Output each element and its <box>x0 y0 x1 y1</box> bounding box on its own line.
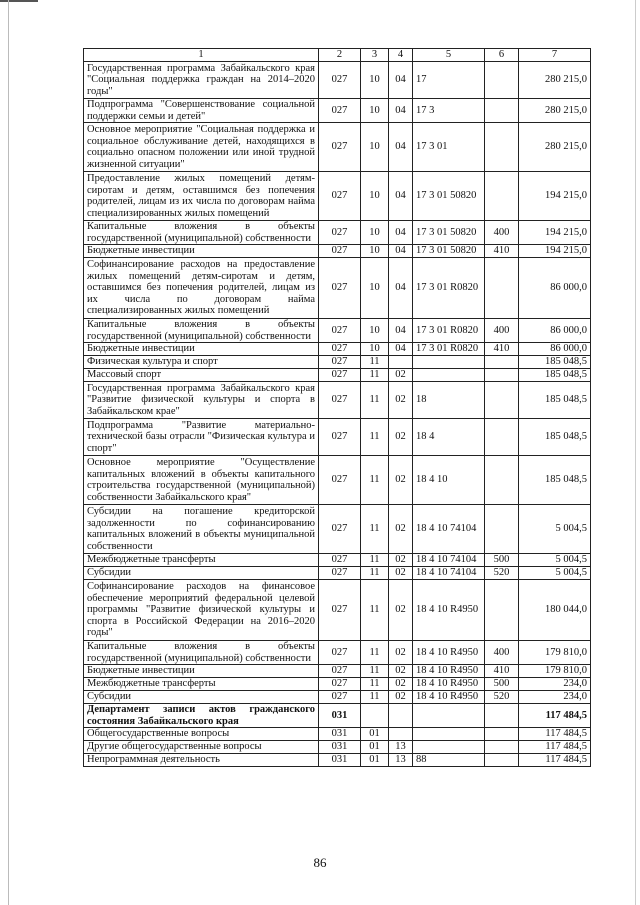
cell-section: 01 <box>361 754 389 767</box>
cell-name: Департамент записи актов гражданского состояния Забайкальского края <box>84 704 319 728</box>
cell-expense-type <box>485 62 519 99</box>
header-cell-4: 4 <box>389 49 413 62</box>
cell-name: Бюджетные инвестиции <box>84 343 319 356</box>
cell-expense-type <box>485 704 519 728</box>
cell-name: Капитальные вложения в объекты государственной (муниципальной) собственности <box>84 221 319 245</box>
cell-section: 11 <box>361 356 389 369</box>
cell-expense-type: 400 <box>485 221 519 245</box>
cell-name: Субсидии <box>84 567 319 580</box>
cell-grbs: 027 <box>319 641 361 665</box>
cell-subsection <box>389 704 413 728</box>
cell-grbs: 027 <box>319 678 361 691</box>
cell-amount: 180 044,0 <box>519 580 591 641</box>
cell-amount: 117 484,5 <box>519 704 591 728</box>
cell-grbs: 027 <box>319 554 361 567</box>
table-row <box>84 456 591 505</box>
cell-grbs: 027 <box>319 258 361 319</box>
cell-grbs: 027 <box>319 665 361 678</box>
cell-amount: 185 048,5 <box>519 369 591 382</box>
cell-grbs: 027 <box>319 419 361 456</box>
cell-expense-type <box>485 172 519 221</box>
cell-amount: 117 484,5 <box>519 754 591 767</box>
table-row <box>84 754 591 767</box>
cell-subsection <box>389 728 413 741</box>
header-cell-6: 6 <box>485 49 519 62</box>
cell-subsection: 02 <box>389 678 413 691</box>
cell-section: 11 <box>361 456 389 505</box>
cell-section: 10 <box>361 245 389 258</box>
cell-target-article: 17 3 <box>413 99 485 123</box>
cell-grbs: 027 <box>319 221 361 245</box>
table-row <box>84 99 591 123</box>
cell-section <box>361 704 389 728</box>
table-row <box>84 505 591 554</box>
cell-section: 10 <box>361 343 389 356</box>
cell-grbs: 027 <box>319 62 361 99</box>
cell-amount: 185 048,5 <box>519 419 591 456</box>
cell-subsection: 02 <box>389 554 413 567</box>
cell-name: Подпрограмма "Совершенствование социальной поддержки семьи и детей" <box>84 99 319 123</box>
cell-amount: 280 215,0 <box>519 62 591 99</box>
table-row <box>84 665 591 678</box>
cell-subsection: 02 <box>389 580 413 641</box>
cell-amount: 185 048,5 <box>519 382 591 419</box>
table-row <box>84 554 591 567</box>
cell-grbs: 031 <box>319 704 361 728</box>
table-row <box>84 62 591 99</box>
cell-name: Бюджетные инвестиции <box>84 665 319 678</box>
cell-target-article: 18 4 10 R4950 <box>413 678 485 691</box>
cell-subsection: 02 <box>389 456 413 505</box>
cell-expense-type <box>485 258 519 319</box>
cell-grbs: 027 <box>319 172 361 221</box>
cell-target-article <box>413 741 485 754</box>
cell-target-article: 18 4 10 R4950 <box>413 641 485 665</box>
header-cell-1: 1 <box>84 49 319 62</box>
cell-name: Государственная программа Забайкальского края "Развитие физической культуры и спорта в Забайкальском крае" <box>84 382 319 419</box>
table-row <box>84 172 591 221</box>
cell-expense-type <box>485 580 519 641</box>
cell-subsection: 02 <box>389 382 413 419</box>
cell-subsection: 02 <box>389 369 413 382</box>
cell-grbs: 027 <box>319 369 361 382</box>
cell-section: 11 <box>361 554 389 567</box>
cell-grbs: 027 <box>319 505 361 554</box>
cell-section: 11 <box>361 678 389 691</box>
cell-grbs: 027 <box>319 382 361 419</box>
cell-name: Государственная программа Забайкальского края "Социальная поддержка граждан на 2014–2020 годы" <box>84 62 319 99</box>
header-cell-7: 7 <box>519 49 591 62</box>
cell-name: Физическая культура и спорт <box>84 356 319 369</box>
cell-expense-type: 410 <box>485 245 519 258</box>
cell-expense-type: 400 <box>485 641 519 665</box>
cell-section: 10 <box>361 99 389 123</box>
cell-name: Основное мероприятие "Осуществление капитальных вложений в объекты капитального строительства государственной (муниципальной) собственности Забайкальского края" <box>84 456 319 505</box>
cell-expense-type: 520 <box>485 691 519 704</box>
header-cell-5: 5 <box>413 49 485 62</box>
header-cell-3: 3 <box>361 49 389 62</box>
cell-section: 10 <box>361 62 389 99</box>
cell-expense-type <box>485 419 519 456</box>
table-row <box>84 567 591 580</box>
cell-name: Капитальные вложения в объекты государственной (муниципальной) собственности <box>84 319 319 343</box>
cell-amount: 179 810,0 <box>519 641 591 665</box>
cell-name: Межбюджетные трансферты <box>84 554 319 567</box>
cell-amount: 234,0 <box>519 678 591 691</box>
cell-subsection: 13 <box>389 754 413 767</box>
table-row <box>84 741 591 754</box>
cell-section: 10 <box>361 123 389 172</box>
cell-expense-type <box>485 741 519 754</box>
cell-target-article: 17 3 01 50820 <box>413 221 485 245</box>
cell-amount: 86 000,0 <box>519 258 591 319</box>
cell-subsection: 04 <box>389 319 413 343</box>
table-row <box>84 419 591 456</box>
cell-section: 01 <box>361 741 389 754</box>
cell-target-article: 17 3 01 50820 <box>413 245 485 258</box>
table-row <box>84 245 591 258</box>
cell-expense-type: 520 <box>485 567 519 580</box>
cell-name: Массовый спорт <box>84 369 319 382</box>
cell-section: 11 <box>361 691 389 704</box>
cell-target-article: 88 <box>413 754 485 767</box>
cell-grbs: 027 <box>319 580 361 641</box>
table-row <box>84 221 591 245</box>
cell-section: 01 <box>361 728 389 741</box>
cell-expense-type <box>485 754 519 767</box>
table-row <box>84 258 591 319</box>
cell-name: Субсидии на погашение кредиторской задолженности по софинансированию капитальных вложений в объекты муниципальной собственности <box>84 505 319 554</box>
table-row <box>84 123 591 172</box>
table-row <box>84 728 591 741</box>
cell-expense-type: 400 <box>485 319 519 343</box>
cell-target-article: 17 3 01 R0820 <box>413 319 485 343</box>
cell-target-article: 17 <box>413 62 485 99</box>
cell-subsection: 04 <box>389 99 413 123</box>
cell-amount: 179 810,0 <box>519 665 591 678</box>
cell-subsection: 04 <box>389 62 413 99</box>
cell-subsection: 04 <box>389 343 413 356</box>
cell-amount: 86 000,0 <box>519 343 591 356</box>
cell-expense-type <box>485 356 519 369</box>
cell-section: 11 <box>361 382 389 419</box>
cell-target-article <box>413 369 485 382</box>
cell-amount: 185 048,5 <box>519 356 591 369</box>
cell-subsection: 04 <box>389 245 413 258</box>
cell-name: Другие общегосударственные вопросы <box>84 741 319 754</box>
cell-target-article <box>413 704 485 728</box>
cell-expense-type <box>485 99 519 123</box>
cell-target-article <box>413 356 485 369</box>
cell-amount: 234,0 <box>519 691 591 704</box>
cell-subsection: 04 <box>389 258 413 319</box>
cell-target-article: 18 4 10 R4950 <box>413 691 485 704</box>
cell-name: Капитальные вложения в объекты государственной (муниципальной) собственности <box>84 641 319 665</box>
cell-target-article: 18 4 10 74104 <box>413 505 485 554</box>
cell-expense-type <box>485 728 519 741</box>
cell-grbs: 027 <box>319 245 361 258</box>
cell-target-article: 18 4 10 <box>413 456 485 505</box>
cell-expense-type: 410 <box>485 343 519 356</box>
table-row <box>84 343 591 356</box>
table-row <box>84 319 591 343</box>
table-row <box>84 641 591 665</box>
cell-name: Общегосударственные вопросы <box>84 728 319 741</box>
cell-name: Бюджетные инвестиции <box>84 245 319 258</box>
cell-target-article: 17 3 01 50820 <box>413 172 485 221</box>
cell-section: 10 <box>361 172 389 221</box>
cell-expense-type <box>485 369 519 382</box>
cell-amount: 280 215,0 <box>519 123 591 172</box>
cell-grbs: 027 <box>319 356 361 369</box>
cell-amount: 5 004,5 <box>519 505 591 554</box>
cell-amount: 194 215,0 <box>519 221 591 245</box>
cell-section: 10 <box>361 221 389 245</box>
header-cell-2: 2 <box>319 49 361 62</box>
table-row <box>84 356 591 369</box>
cell-grbs: 031 <box>319 741 361 754</box>
cell-subsection: 02 <box>389 665 413 678</box>
cell-expense-type: 500 <box>485 678 519 691</box>
cell-target-article: 18 4 10 R4950 <box>413 665 485 678</box>
cell-amount: 5 004,5 <box>519 567 591 580</box>
cell-amount: 194 215,0 <box>519 245 591 258</box>
cell-section: 11 <box>361 505 389 554</box>
cell-target-article: 17 3 01 R0820 <box>413 258 485 319</box>
cell-subsection: 04 <box>389 221 413 245</box>
cell-section: 11 <box>361 567 389 580</box>
table-row <box>84 704 591 728</box>
cell-target-article: 17 3 01 <box>413 123 485 172</box>
table-row <box>84 369 591 382</box>
table-row <box>84 678 591 691</box>
cell-grbs: 031 <box>319 728 361 741</box>
cell-expense-type <box>485 123 519 172</box>
cell-name: Предоставление жилых помещений детям-сиротам и детям, оставшимся без попечения родителей, лицам из их числа по договорам найма специализированных жилых помещений <box>84 172 319 221</box>
cell-subsection <box>389 356 413 369</box>
cell-name: Межбюджетные трансферты <box>84 678 319 691</box>
cell-amount: 5 004,5 <box>519 554 591 567</box>
table-header-row <box>84 49 591 62</box>
cell-expense-type <box>485 505 519 554</box>
cell-amount: 117 484,5 <box>519 728 591 741</box>
cell-subsection: 04 <box>389 123 413 172</box>
cell-subsection: 02 <box>389 505 413 554</box>
cell-subsection: 13 <box>389 741 413 754</box>
page-edge-left <box>8 0 9 905</box>
cell-grbs: 027 <box>319 343 361 356</box>
cell-grbs: 027 <box>319 123 361 172</box>
cell-expense-type: 500 <box>485 554 519 567</box>
cell-subsection: 02 <box>389 691 413 704</box>
cell-expense-type <box>485 456 519 505</box>
cell-grbs: 027 <box>319 456 361 505</box>
cell-name: Основное мероприятие "Социальная поддержка и социальное обслуживание детей, находящихся в социально опасном положении или иной трудной жизненной ситуации" <box>84 123 319 172</box>
cell-grbs: 031 <box>319 754 361 767</box>
cell-subsection: 04 <box>389 172 413 221</box>
cell-subsection: 02 <box>389 419 413 456</box>
cell-subsection: 02 <box>389 567 413 580</box>
cell-section: 11 <box>361 641 389 665</box>
table-row <box>84 580 591 641</box>
cell-grbs: 027 <box>319 319 361 343</box>
cell-name: Софинансирование расходов на финансовое обеспечение мероприятий федеральной целевой программы "Развитие физической культуры и спорта в Российской Федерации на 2016–2020 годы" <box>84 580 319 641</box>
cell-amount: 117 484,5 <box>519 741 591 754</box>
cell-section: 10 <box>361 319 389 343</box>
table-row <box>84 691 591 704</box>
cell-section: 11 <box>361 665 389 678</box>
cell-section: 11 <box>361 419 389 456</box>
cell-name: Подпрограмма "Развитие материально-технической базы отрасли "Физическая культура и спорт" <box>84 419 319 456</box>
cell-amount: 280 215,0 <box>519 99 591 123</box>
budget-table-body <box>84 49 591 767</box>
cell-target-article: 18 4 10 74104 <box>413 554 485 567</box>
cell-section: 11 <box>361 580 389 641</box>
cell-name: Субсидии <box>84 691 319 704</box>
cell-subsection: 02 <box>389 641 413 665</box>
page-number: 86 <box>313 855 327 870</box>
cell-grbs: 027 <box>319 99 361 123</box>
cell-target-article: 18 4 10 74104 <box>413 567 485 580</box>
cell-grbs: 027 <box>319 567 361 580</box>
page-edge-right <box>635 0 636 905</box>
cell-target-article: 18 <box>413 382 485 419</box>
cell-amount: 194 215,0 <box>519 172 591 221</box>
cell-amount: 185 048,5 <box>519 456 591 505</box>
cell-target-article <box>413 728 485 741</box>
cell-name: Софинансирование расходов на предоставление жилых помещений детям-сиротам и детям, оставшимся без попечения родителей, лицам из их числа по договорам найма специализированных жилых помещений <box>84 258 319 319</box>
corner-mark <box>0 0 38 2</box>
cell-section: 10 <box>361 258 389 319</box>
cell-section: 11 <box>361 369 389 382</box>
cell-expense-type: 410 <box>485 665 519 678</box>
cell-target-article: 18 4 10 R4950 <box>413 580 485 641</box>
table-row <box>84 382 591 419</box>
cell-expense-type <box>485 382 519 419</box>
cell-target-article: 18 4 <box>413 419 485 456</box>
cell-grbs: 027 <box>319 691 361 704</box>
cell-amount: 86 000,0 <box>519 319 591 343</box>
cell-name: Непрограммная деятельность <box>84 754 319 767</box>
cell-target-article: 17 3 01 R0820 <box>413 343 485 356</box>
budget-table <box>83 48 591 767</box>
